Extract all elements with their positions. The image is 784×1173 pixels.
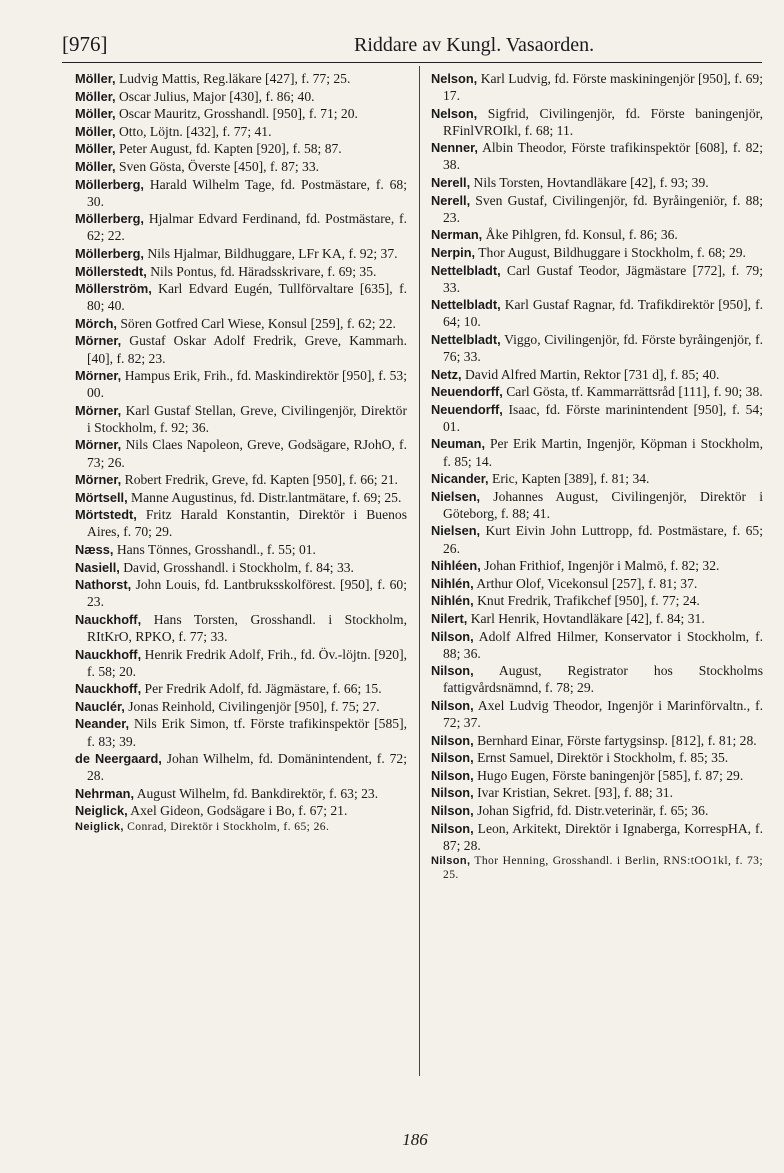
entry-details: Sigfrid, Civilingenjör, fd. Förste baningenjör, RFinlVROIkl, f. 68; 11.	[443, 105, 764, 138]
register-entry	[75, 140, 407, 157]
page-footer	[0, 1130, 784, 1150]
entry-name: Nauckhoff,	[75, 611, 142, 627]
register-entry	[431, 105, 763, 139]
entry-details: Oscar Mauritz, Grosshandl. [950], f. 71; 20.	[118, 106, 358, 122]
register-entry	[75, 105, 407, 122]
entry-name: Nilson,	[431, 663, 474, 679]
entry-details: Karl Gustaf Ragnar, fd. Trafikdirektör [950], f. 64; 10.	[443, 297, 763, 330]
entry-details: Knut Fredrik, Trafikchef [950], f. 77; 24.	[477, 593, 700, 609]
entry-name: Neiglick,	[75, 821, 124, 834]
entry-name: Nerman,	[431, 227, 483, 243]
entry-details: Kurt Eivin John Luttropp, fd. Postmästare, f. 65; 26.	[443, 523, 763, 556]
entry-details: Viggo, Civilingenjör, fd. Förste byråingenjör, f. 76; 33.	[443, 331, 763, 364]
footer-page-number: 186	[402, 1130, 428, 1149]
register-entry	[75, 70, 407, 87]
entry-name: Mörner,	[75, 333, 122, 349]
register-entry	[75, 646, 407, 680]
register-entry	[75, 489, 407, 506]
register-entry	[75, 541, 407, 558]
register-entry	[431, 331, 763, 365]
entry-name: Möller,	[75, 106, 116, 122]
entry-name: Nilson,	[431, 767, 474, 783]
register-entry	[75, 280, 407, 314]
header-title: Riddare av Kungl. Vasaorden.	[354, 34, 595, 56]
entry-details: Isaac, fd. Förste marinintendent [950], f. 54; 01.	[443, 401, 763, 434]
entry-name: Nenner,	[431, 140, 478, 156]
register-entry	[431, 401, 763, 435]
left-column	[75, 70, 407, 835]
entry-name: Netz,	[431, 366, 462, 382]
entry-name: Mörner,	[75, 368, 122, 384]
entry-details: Nils Claes Napoleon, Greve, Godsägare, RJohO, f. 73; 26.	[87, 437, 407, 470]
entry-details: Nils Erik Simon, tf. Förste trafikinspektör [585], f. 83; 39.	[87, 716, 407, 749]
register-entry	[431, 226, 763, 243]
register-entry	[75, 820, 407, 834]
entry-details: Harald Wilhelm Tage, fd. Postmästare, f. 68; 30.	[87, 176, 407, 209]
header-rule	[62, 62, 762, 63]
register-entry	[431, 697, 763, 731]
register-entry	[75, 750, 407, 784]
entry-name: Möllerberg,	[75, 211, 144, 227]
entry-details: Fritz Harald Konstantin, Direktör i Buenos Aires, f. 70; 29.	[87, 507, 407, 540]
entry-name: Nettelbladt,	[431, 331, 501, 347]
entry-details: Arthur Olof, Vicekonsul [257], f. 81; 37.	[476, 575, 698, 591]
entry-name: Nettelbladt,	[431, 262, 501, 278]
entry-details: Henrik Fredrik Adolf, Frih., fd. Öv.-löjtn. [920], f. 58; 20.	[87, 646, 407, 679]
entry-name: Nehrman,	[75, 785, 135, 801]
entry-name: Mörner,	[75, 472, 122, 488]
register-entry	[431, 244, 763, 261]
register-entry	[431, 262, 763, 296]
register-entry	[75, 436, 407, 470]
entry-name: Mörtstedt,	[75, 507, 137, 523]
entry-details: Ludvig Mattis, Reg.läkare [427], f. 77; 25.	[118, 71, 351, 86]
entry-name: Mörch,	[75, 315, 117, 331]
entry-details: Leon, Arkitekt, Direktör i Ignaberga, KorrespHA, f. 87; 28.	[443, 820, 763, 853]
entry-details: Sven Gösta, Överste [450], f. 87; 33.	[118, 158, 320, 174]
register-entry	[75, 332, 407, 366]
entry-name: Nelson,	[431, 105, 478, 121]
entry-name: Neiglick,	[75, 803, 128, 819]
entry-name: Möller,	[75, 71, 116, 86]
entry-details: Hjalmar Edvard Ferdinand, fd. Postmästare, f. 62; 22.	[87, 211, 407, 244]
entry-name: Nettelbladt,	[431, 297, 501, 313]
register-entry	[75, 176, 407, 210]
entry-details: Carl Gustaf Teodor, Jägmästare [772], f. 79; 33.	[443, 262, 763, 295]
entry-details: Nils Hjalmar, Bildhuggare, LFr KA, f. 92; 37.	[147, 245, 398, 261]
entry-details: Jonas Reinhold, Civilingenjör [950], f. 75; 27.	[128, 698, 380, 714]
entry-name: Nihlén,	[431, 575, 474, 591]
entry-details: Åke Pihlgren, fd. Konsul, f. 86; 36.	[485, 227, 678, 243]
header-page-number: [976]	[62, 32, 108, 56]
register-entry	[75, 611, 407, 645]
register-entry	[75, 559, 407, 576]
register-entry	[431, 749, 763, 766]
entry-details: John Louis, fd. Lantbruksskolförest. [950], f. 60; 23.	[87, 577, 407, 610]
register-entry	[431, 662, 763, 696]
entry-name: Nielsen,	[431, 523, 481, 539]
entry-name: Nihléen,	[431, 558, 481, 574]
entry-name: Möller,	[75, 158, 116, 174]
entry-details: Nils Pontus, fd. Häradsskrivare, f. 69; 35.	[150, 263, 377, 279]
entry-name: Möllerström,	[75, 281, 152, 297]
register-entry	[431, 366, 763, 383]
entry-name: Nilson,	[431, 697, 474, 713]
register-entry	[431, 488, 763, 522]
entry-name: Nilson,	[431, 732, 474, 748]
register-entry	[75, 785, 407, 802]
entry-details: Johannes August, Civilingenjör, Direktör i Göteborg, f. 88; 41.	[443, 488, 763, 521]
page-header	[62, 32, 766, 60]
entry-details: Ivar Kristian, Sekret. [93], f. 88; 31.	[477, 785, 674, 801]
entry-name: Nauclér,	[75, 698, 125, 714]
entry-name: de Neergaard,	[75, 751, 162, 767]
entry-name: Nilson,	[431, 785, 474, 801]
entry-name: Nathorst,	[75, 577, 132, 593]
register-entry	[75, 123, 407, 140]
register-entry	[431, 628, 763, 662]
entry-name: Mörner,	[75, 437, 122, 453]
register-entry	[75, 158, 407, 175]
register-entry	[75, 367, 407, 401]
entry-name: Nauckhoff,	[75, 681, 142, 697]
entry-details: Johan Frithiof, Ingenjör i Malmö, f. 82; 32.	[484, 558, 720, 574]
register-entry	[75, 245, 407, 262]
entry-details: August, Registrator hos Stockholms fattigvårdsnämnd, f. 78; 29.	[443, 663, 763, 696]
entry-details: Bernhard Einar, Förste fartygsinsp. [812], f. 81; 28.	[477, 732, 757, 748]
entry-details: Eric, Kapten [389], f. 81; 34.	[492, 471, 650, 487]
entry-details: Per Fredrik Adolf, fd. Jägmästare, f. 66; 15.	[144, 681, 382, 697]
entry-details: David Alfred Martin, Rektor [731 d], f. 85; 40.	[464, 366, 720, 382]
entry-details: Karl Ludvig, fd. Förste maskiningenjör [950], f. 69; 17.	[443, 71, 763, 104]
entry-name: Möllerberg,	[75, 176, 144, 192]
register-entry	[75, 576, 407, 610]
entry-name: Næss,	[75, 542, 114, 558]
entry-name: Nihlén,	[431, 593, 474, 609]
register-entry	[431, 174, 763, 191]
entry-details: Thor Henning, Grosshandl. i Berlin, RNS:tOO1kl, f. 73; 25.	[443, 854, 763, 882]
entry-name: Neander,	[75, 716, 130, 732]
entry-details: Hans Torsten, Grosshandl. i Stockholm, RItKrO, RPKO, f. 77; 33.	[87, 611, 407, 644]
entry-details: Ernst Samuel, Direktör i Stockholm, f. 85; 35.	[477, 750, 729, 766]
entry-details: Hampus Erik, Frih., fd. Maskindirektör [950], f. 53; 00.	[87, 368, 408, 401]
entry-name: Neuendorff,	[431, 384, 503, 400]
entry-name: Nilson,	[431, 750, 474, 766]
register-entry	[431, 767, 763, 784]
entry-name: Möllerstedt,	[75, 263, 147, 279]
register-entry	[431, 522, 763, 556]
entry-name: Möller,	[75, 123, 116, 139]
entry-details: Hans Tönnes, Grosshandl., f. 55; 01.	[116, 542, 316, 558]
entry-name: Nicander,	[431, 471, 489, 487]
entry-name: Neuman,	[431, 436, 486, 452]
entry-details: Oscar Julius, Major [430], f. 86; 40.	[118, 88, 315, 104]
entry-details: Robert Fredrik, Greve, fd. Kapten [950], f. 66; 21.	[124, 472, 398, 488]
entry-name: Nasiell,	[75, 559, 120, 575]
register-entry	[75, 802, 407, 819]
register-entry	[75, 88, 407, 105]
register-entry	[431, 820, 763, 854]
entry-name: Nerell,	[431, 192, 471, 208]
entry-details: Karl Henrik, Hovtandläkare [42], f. 84; 31.	[470, 610, 705, 626]
entry-details: Hugo Eugen, Förste baningenjör [585], f. 87; 29.	[477, 767, 744, 783]
entry-name: Möller,	[75, 88, 116, 104]
register-entry	[431, 296, 763, 330]
entry-details: August Wilhelm, fd. Bankdirektör, f. 63; 23.	[136, 785, 379, 801]
entry-name: Mörtsell,	[75, 489, 128, 505]
register-entry	[431, 610, 763, 627]
entry-details: Karl Edvard Eugén, Tullförvaltare [635], f. 80; 40.	[87, 281, 407, 314]
register-entry	[75, 315, 407, 332]
entry-details: David, Grosshandl. i Stockholm, f. 84; 33.	[123, 559, 354, 575]
entry-details: Nils Torsten, Hovtandläkare [42], f. 93; 39.	[473, 175, 709, 191]
entry-name: Nilson,	[431, 855, 471, 868]
register-entry	[431, 784, 763, 801]
entry-name: Nielsen,	[431, 488, 481, 504]
register-entry	[75, 680, 407, 697]
register-entry	[431, 70, 763, 104]
entry-details: Axel Gideon, Godsägare i Bo, f. 67; 21.	[130, 803, 348, 819]
register-entry	[431, 383, 763, 400]
register-entry	[431, 139, 763, 173]
entry-details: Johan Wilhelm, fd. Domänintendent, f. 72; 28.	[87, 751, 407, 784]
register-entry	[431, 575, 763, 592]
register-entry	[431, 435, 763, 469]
entry-details: Sven Gustaf, Civilingenjör, fd. Byråingeniör, f. 88; 23.	[443, 192, 763, 225]
column-divider	[419, 66, 420, 1076]
entry-details: Manne Augustinus, fd. Distr.lantmätare, f. 69; 25.	[131, 489, 402, 505]
register-entry	[75, 210, 407, 244]
entry-details: Otto, Löjtn. [432], f. 77; 41.	[118, 123, 272, 139]
entry-name: Neuendorff,	[431, 401, 503, 417]
entry-details: Axel Ludvig Theodor, Ingenjör i Marinförvaltn., f. 72; 37.	[443, 697, 764, 730]
entry-name: Nilson,	[431, 628, 474, 644]
entry-details: Sören Gotfred Carl Wiese, Konsul [259], f. 62; 22.	[120, 315, 396, 331]
register-entry	[431, 732, 763, 749]
entry-details: Conrad, Direktör i Stockholm, f. 65; 26.	[127, 820, 330, 834]
entry-details: Gustaf Oskar Adolf Fredrik, Greve, Kammarh. [40], f. 82; 23.	[87, 333, 407, 366]
entry-name: Nilson,	[431, 820, 474, 836]
register-entry	[431, 470, 763, 487]
entry-name: Nelson,	[431, 71, 478, 86]
register-entry	[431, 592, 763, 609]
entry-details: Albin Theodor, Förste trafikinspektör [608], f. 82; 38.	[443, 140, 763, 173]
entry-name: Möllerberg,	[75, 245, 144, 261]
register-entry	[431, 557, 763, 574]
register-entry	[75, 263, 407, 280]
entry-details: Karl Gustaf Stellan, Greve, Civilingenjör, Direktör i Stockholm, f. 92; 36.	[87, 402, 407, 435]
register-entry	[75, 402, 407, 436]
register-entry	[75, 698, 407, 715]
entry-name: Nerell,	[431, 175, 471, 191]
entry-details: Peter August, fd. Kapten [920], f. 58; 87.	[118, 141, 342, 157]
entry-name: Nilert,	[431, 610, 468, 626]
right-column	[431, 70, 763, 883]
register-entry	[431, 802, 763, 819]
entry-details: Per Erik Martin, Ingenjör, Köpman i Stockholm, f. 85; 14.	[443, 436, 763, 469]
entry-name: Nauckhoff,	[75, 646, 142, 662]
entry-details: Johan Sigfrid, fd. Distr.veterinär, f. 65; 36.	[477, 802, 709, 818]
entry-name: Möller,	[75, 141, 116, 157]
entry-details: Adolf Alfred Hilmer, Konservator i Stockholm, f. 88; 36.	[443, 628, 763, 661]
register-entry	[75, 471, 407, 488]
entry-details: Carl Gösta, tf. Kammarrättsråd [111], f. 90; 38.	[506, 384, 763, 400]
entry-name: Nilson,	[431, 802, 474, 818]
entry-name: Mörner,	[75, 402, 122, 418]
entry-details: Thor August, Bildhuggare i Stockholm, f. 68; 29.	[478, 244, 746, 260]
register-entry	[431, 854, 763, 882]
register-entry	[431, 192, 763, 226]
entry-name: Nerpin,	[431, 244, 476, 260]
register-entry	[75, 715, 407, 749]
register-entry	[75, 506, 407, 540]
